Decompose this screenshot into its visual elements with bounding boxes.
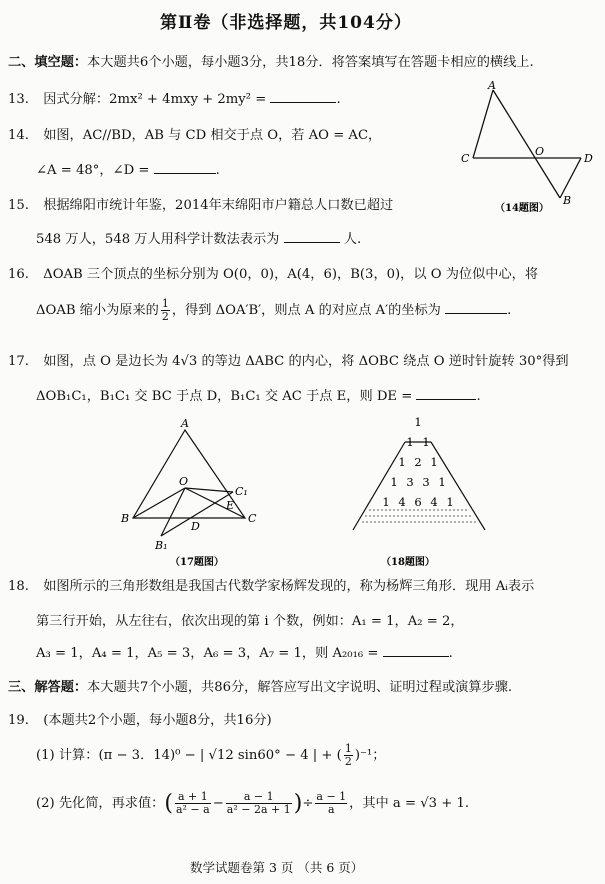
pascal-number: 1 — [406, 435, 414, 449]
pascal-number: 3 — [422, 475, 430, 489]
label-D: D — [584, 152, 593, 165]
answer-blank — [284, 241, 340, 243]
close-paren: ) — [293, 791, 303, 816]
pascal-number: 1 — [446, 495, 454, 509]
label-C: C — [248, 512, 257, 525]
fraction-one-half — [161, 298, 170, 323]
answer-blank — [416, 398, 476, 400]
fraction-denominator: a² − 2a + 1 — [226, 803, 291, 816]
question-16-line-2 — [36, 298, 511, 323]
question-number: 17. — [8, 354, 29, 369]
fraction-numerator: a − 1 — [316, 790, 347, 803]
pascal-number: 2 — [414, 455, 422, 469]
answer-blank — [270, 101, 336, 103]
figure-14 — [455, 80, 605, 220]
question-16-text-2a: ΔOAB 缩小为原来的 — [36, 303, 159, 318]
pascal-number: 1 — [398, 455, 406, 469]
question-number: 15. — [8, 198, 29, 213]
pascal-number: 1 — [382, 495, 390, 509]
fraction-numerator: a − 1 — [226, 791, 292, 804]
punctuation: . — [476, 389, 481, 404]
fraction-numerator: 1 — [344, 742, 352, 755]
question-number: 18. — [8, 579, 29, 594]
question-16-line-1 — [8, 263, 538, 282]
question-16-text: ΔOAB 三个顶点的坐标分别为 O(0，0)，A(4，6)，B(3，0)，以 O 为位似中心，将 — [43, 267, 539, 282]
fraction-numerator: 1 — [161, 297, 169, 310]
fraction-one-half — [344, 743, 353, 768]
fraction-denominator: 2 — [344, 755, 352, 768]
answer-blank — [445, 312, 507, 314]
question-19-part-2 — [36, 791, 469, 816]
continuation-dots — [362, 510, 476, 522]
fraction-denominator: a² − a — [175, 803, 210, 816]
punctuation: . — [448, 646, 453, 661]
label-C: C — [461, 152, 470, 165]
question-number: 16. — [8, 267, 29, 282]
pascal-number: 1 — [438, 475, 446, 489]
part-1-expression-tail: )⁻¹； — [354, 748, 386, 763]
part-1-expression: (π − 3．14)⁰ − | √12 sin60° − 4 | + ( — [98, 748, 342, 763]
question-13-text: 因式分解：2mx² + 4mxy + 2my² = — [43, 92, 267, 107]
question-number: 13. — [8, 92, 29, 107]
figure-14-caption: （14题图） — [495, 203, 549, 214]
label-O: O — [179, 475, 189, 488]
figure-18-caption: （18题图） — [381, 557, 435, 568]
page-footer: 数学试题卷第 3 页 （共 6 页） — [190, 860, 364, 875]
question-17-text-2: ΔOB₁C₁，B₁C₁ 交 BC 于点 D，B₁C₁ 交 AC 于点 E，则 DE = — [36, 389, 413, 404]
label-A: A — [181, 417, 189, 430]
fraction-denominator: 2 — [161, 310, 169, 323]
question-14-text: 如图，AC//BD，AB 与 CD 相交于点 O，若 AO = AC， — [43, 128, 382, 143]
punctuation: . — [336, 92, 341, 107]
part-1-label: (1) 计算： — [36, 748, 99, 763]
pascal-number: 1 — [430, 455, 438, 469]
section-2-instructions — [8, 51, 534, 70]
answer-blank — [154, 172, 216, 174]
fraction-1 — [175, 791, 211, 816]
punctuation: . — [507, 303, 512, 318]
fraction-2 — [226, 791, 292, 816]
question-17-text: 如图，点 O 是边长为 4√3 的等边 ΔABC 的内心，将 ΔOBC 绕点 O 逆时针旋转 30°得到 — [43, 354, 569, 369]
question-16-text-2b: ，得到 ΔOA′B′，则点 A 的对应点 A′的坐标为 — [171, 303, 441, 318]
question-17-line-2 — [36, 385, 481, 404]
pascal-number: 6 — [414, 495, 422, 509]
label-B: B — [563, 194, 572, 207]
question-19-intro-text: (本题共2个小题，每小题8分，共16分) — [43, 713, 272, 728]
label-C1: C₁ — [235, 485, 248, 498]
question-17-line-1 — [8, 350, 569, 369]
segment-AC — [473, 90, 493, 158]
question-15-line-1 — [8, 194, 393, 213]
figure-17-caption: （17题图） — [170, 557, 224, 568]
open-paren: ( — [164, 791, 173, 816]
question-18-line-3 — [36, 642, 453, 661]
part-2-tail: ，其中 a = √3 + 1. — [349, 796, 470, 811]
section-3-heading: 三、解答题： — [8, 680, 88, 695]
figure-18 — [345, 412, 495, 572]
pascal-number: 4 — [398, 495, 406, 509]
question-15-line-2 — [36, 228, 361, 247]
section-3-instructions — [8, 676, 512, 695]
question-18-line-1 — [8, 575, 534, 594]
question-14-line-2 — [36, 159, 220, 178]
question-14-line-1 — [8, 124, 381, 143]
fraction-denominator: a — [328, 803, 335, 816]
question-18-text-2: 第三行开始，从左往右，依次出现的第 i 个数，例如：A₁ = 1，A₂ = 2， — [36, 614, 464, 629]
pascal-number: 4 — [430, 495, 438, 509]
section-2-heading: 二、填空题： — [8, 55, 88, 70]
question-18-text: 如图所示的三角形数组是我国古代数学家杨辉发现的，称为杨辉三角形．现用 Aᵢ表示 — [43, 579, 535, 594]
question-19-part-1 — [36, 743, 385, 768]
segment-AB — [493, 90, 560, 198]
label-B1: B₁ — [155, 539, 168, 552]
page-title: 第Ⅱ卷（非选择题，共104分） — [160, 13, 412, 33]
label-O: O — [535, 145, 545, 158]
question-number: 14. — [8, 128, 29, 143]
fraction-numerator: a + 1 — [175, 791, 211, 804]
question-13 — [8, 88, 341, 107]
punctuation: . — [215, 163, 220, 178]
question-15-unit: 人. — [343, 232, 362, 247]
question-15-text: 根据绵阳市统计年鉴，2014年末绵阳市户籍总人口数已超过 — [43, 198, 394, 213]
question-18-line-2 — [36, 610, 464, 629]
question-15-text-2: 548 万人，548 万人用科学计数法表示为 — [36, 232, 280, 247]
label-A: A — [488, 80, 496, 92]
pascal-number: 1 — [422, 435, 430, 449]
label-D: D — [191, 520, 200, 533]
figure-17 — [115, 412, 275, 572]
pascal-number: 1 — [390, 475, 398, 489]
question-14-text-2: ∠A = 48°，∠D = — [36, 163, 150, 178]
part-2-label: (2) 先化简，再求值： — [36, 796, 165, 811]
section-3-text: 本大题共7个小题，共86分，解答应写出文字说明、证明过程或演算步骤. — [87, 680, 513, 695]
segment-DB — [560, 158, 581, 198]
section-2-text: 本大题共6个小题，每小题3分，共18分．将答案填写在答题卡相应的横线上. — [87, 55, 534, 70]
question-number: 19. — [8, 713, 29, 728]
divide-sign: ÷ — [302, 796, 314, 811]
label-E: E — [226, 499, 235, 512]
pascal-number: 1 — [414, 415, 422, 429]
minus-sign: − — [212, 796, 224, 811]
fraction-3 — [315, 791, 347, 816]
answer-blank — [383, 655, 449, 657]
question-19-intro — [8, 709, 272, 728]
pascal-number: 3 — [406, 475, 414, 489]
label-B: B — [121, 512, 130, 525]
question-18-text-3: A₃ = 1，A₄ = 1，A₅ = 3，A₆ = 3，A₇ = 1，则 A₂₀₁₆ = — [36, 646, 379, 661]
